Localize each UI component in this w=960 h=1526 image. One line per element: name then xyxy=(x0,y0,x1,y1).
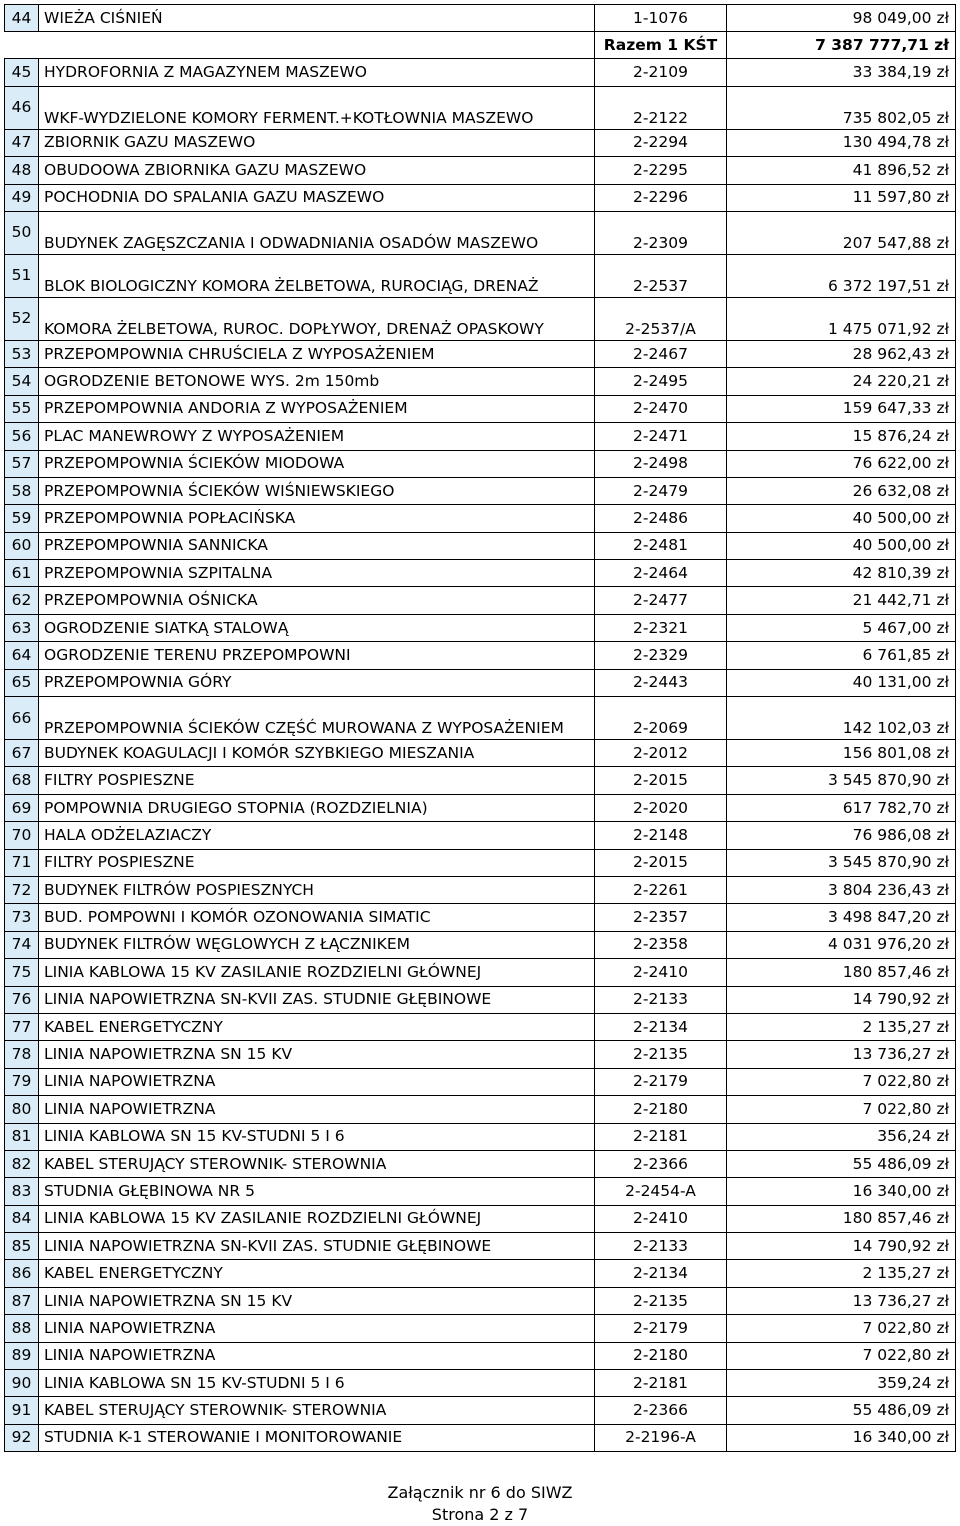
row-inventory-code: 2-2133 xyxy=(595,1233,727,1260)
row-inventory-code: 2-2464 xyxy=(595,560,727,587)
row-description: PRZEPOMPOWNIA SZPITALNA xyxy=(39,560,595,587)
table-row xyxy=(5,211,956,254)
row-number: 59 xyxy=(5,505,39,532)
row-value: 180 857,46 zł xyxy=(727,959,956,986)
row-inventory-code: 2-2537 xyxy=(595,254,727,297)
row-number: 55 xyxy=(5,395,39,422)
row-value: 14 790,92 zł xyxy=(727,986,956,1013)
row-description: LINIA KABLOWA SN 15 KV-STUDNI 5 I 6 xyxy=(39,1123,595,1150)
row-value: 159 647,33 zł xyxy=(727,395,956,422)
row-number: 61 xyxy=(5,560,39,587)
row-value: 14 790,92 zł xyxy=(727,1233,956,1260)
row-number: 71 xyxy=(5,849,39,876)
table-row xyxy=(5,1096,956,1123)
row-value: 13 736,27 zł xyxy=(727,1287,956,1314)
footer-attachment: Załącznik nr 6 do SIWZ xyxy=(387,1483,573,1502)
row-value: 42 810,39 zł xyxy=(727,560,956,587)
table-row xyxy=(5,1315,956,1342)
row-value: 6 761,85 zł xyxy=(727,642,956,669)
row-inventory-code: 2-2133 xyxy=(595,986,727,1013)
row-number: 65 xyxy=(5,669,39,696)
row-value: 55 486,09 zł xyxy=(727,1150,956,1177)
table-row xyxy=(5,740,956,767)
row-number: 81 xyxy=(5,1123,39,1150)
row-description: BUDYNEK ZAGĘSZCZANIA I ODWADNIANIA OSADÓW MASZEWO xyxy=(39,211,595,254)
table-row xyxy=(5,297,956,340)
table-row xyxy=(5,1123,956,1150)
row-number: 91 xyxy=(5,1397,39,1424)
row-number: 89 xyxy=(5,1342,39,1369)
row-number: 87 xyxy=(5,1287,39,1314)
row-description: PRZEPOMPOWNIA OŚNICKA xyxy=(39,587,595,614)
row-description: STUDNIA K-1 STEROWANIE I MONITOROWANIE xyxy=(39,1424,595,1451)
row-value: 7 022,80 zł xyxy=(727,1315,956,1342)
table-row xyxy=(5,931,956,958)
row-inventory-code: 2-2294 xyxy=(595,129,727,156)
row-inventory-code: 1-1076 xyxy=(595,5,727,32)
row-number: 63 xyxy=(5,614,39,641)
row-inventory-code: 2-2015 xyxy=(595,849,727,876)
row-inventory-code: 2-2454-A xyxy=(595,1178,727,1205)
row-description: OGRODZENIE TERENU PRZEPOMPOWNI xyxy=(39,642,595,669)
row-number: 66 xyxy=(5,697,39,740)
row-number: 90 xyxy=(5,1370,39,1397)
row-inventory-code: 2-2366 xyxy=(595,1397,727,1424)
row-number: 56 xyxy=(5,423,39,450)
row-value: 156 801,08 zł xyxy=(727,740,956,767)
row-inventory-code: 2-2296 xyxy=(595,184,727,211)
row-number: 73 xyxy=(5,904,39,931)
row-description: WKF-WYDZIELONE KOMORY FERMENT.+KOTŁOWNIA MASZEWO xyxy=(39,86,595,129)
row-inventory-code: 2-2357 xyxy=(595,904,727,931)
table-row xyxy=(5,395,956,422)
table-row xyxy=(5,849,956,876)
table-row xyxy=(5,254,956,297)
row-inventory-code: 2-2498 xyxy=(595,450,727,477)
row-description: KOMORA ŻELBETOWA, RUROC. DOPŁYWOY, DRENAŻ OPASKOWY xyxy=(39,297,595,340)
row-number: 57 xyxy=(5,450,39,477)
table-row xyxy=(5,794,956,821)
row-inventory-code: 2-2180 xyxy=(595,1096,727,1123)
row-value: 617 782,70 zł xyxy=(727,794,956,821)
table-row xyxy=(5,642,956,669)
row-number: 50 xyxy=(5,211,39,254)
row-number: 82 xyxy=(5,1150,39,1177)
footer xyxy=(0,1482,960,1526)
row-description: PRZEPOMPOWNIA ANDORIA Z WYPOSAŻENIEM xyxy=(39,395,595,422)
row-value: 142 102,03 zł xyxy=(727,697,956,740)
row-inventory-code: 2-2020 xyxy=(595,794,727,821)
table-row xyxy=(5,767,956,794)
row-number: 79 xyxy=(5,1068,39,1095)
row-inventory-code: 2-2148 xyxy=(595,822,727,849)
row-description: LINIA KABLOWA 15 KV ZASILANIE ROZDZIELNI GŁÓWNEJ xyxy=(39,1205,595,1232)
table-row xyxy=(5,1397,956,1424)
row-value: 4 031 976,20 zł xyxy=(727,931,956,958)
table-row xyxy=(5,129,956,156)
table-row xyxy=(5,614,956,641)
row-description: BUDYNEK FILTRÓW WĘGLOWYCH Z ŁĄCZNIKEM xyxy=(39,931,595,958)
row-inventory-code: 2-2470 xyxy=(595,395,727,422)
subtotal-label: Razem 1 KŚT xyxy=(595,32,727,59)
row-value: 26 632,08 zł xyxy=(727,477,956,504)
row-description: KABEL STERUJĄCY STEROWNIK- STEROWNIA xyxy=(39,1150,595,1177)
table-row xyxy=(5,560,956,587)
table-row xyxy=(5,477,956,504)
row-inventory-code: 2-2329 xyxy=(595,642,727,669)
row-number: 53 xyxy=(5,340,39,367)
table-row xyxy=(5,1150,956,1177)
table-row xyxy=(5,368,956,395)
row-description: STUDNIA GŁĘBINOWA NR 5 xyxy=(39,1178,595,1205)
row-value: 16 340,00 zł xyxy=(727,1178,956,1205)
row-description: FILTRY POSPIESZNE xyxy=(39,767,595,794)
row-value: 6 372 197,51 zł xyxy=(727,254,956,297)
table-row xyxy=(5,59,956,86)
row-number: 74 xyxy=(5,931,39,958)
row-description: ZBIORNIK GAZU MASZEWO xyxy=(39,129,595,156)
subtotal-value: 7 387 777,71 zł xyxy=(727,32,956,59)
row-number: 77 xyxy=(5,1013,39,1040)
table-row xyxy=(5,1068,956,1095)
row-description: LINIA KABLOWA SN 15 KV-STUDNI 5 I 6 xyxy=(39,1370,595,1397)
row-number: 78 xyxy=(5,1041,39,1068)
table-row xyxy=(5,1287,956,1314)
row-value: 98 049,00 zł xyxy=(727,5,956,32)
row-value: 41 896,52 zł xyxy=(727,157,956,184)
asset-table xyxy=(4,4,956,1452)
row-value: 11 597,80 zł xyxy=(727,184,956,211)
row-inventory-code: 2-2135 xyxy=(595,1287,727,1314)
row-inventory-code: 2-2261 xyxy=(595,876,727,903)
table-row xyxy=(5,1233,956,1260)
row-number: 83 xyxy=(5,1178,39,1205)
table-row xyxy=(5,157,956,184)
row-inventory-code: 2-2309 xyxy=(595,211,727,254)
row-inventory-code: 2-2358 xyxy=(595,931,727,958)
row-value: 40 500,00 zł xyxy=(727,532,956,559)
row-inventory-code: 2-2134 xyxy=(595,1013,727,1040)
row-inventory-code: 2-2295 xyxy=(595,157,727,184)
row-value: 2 135,27 zł xyxy=(727,1013,956,1040)
row-description: BUDYNEK FILTRÓW POSPIESZNYCH xyxy=(39,876,595,903)
row-description: HALA ODŻELAZIACZY xyxy=(39,822,595,849)
row-description: PRZEPOMPOWNIA GÓRY xyxy=(39,669,595,696)
row-number: 84 xyxy=(5,1205,39,1232)
row-inventory-code: 2-2179 xyxy=(595,1315,727,1342)
table-row xyxy=(5,876,956,903)
row-number: 86 xyxy=(5,1260,39,1287)
row-description: PRZEPOMPOWNIA ŚCIEKÓW WIŚNIEWSKIEGO xyxy=(39,477,595,504)
row-inventory-code: 2-2537/A xyxy=(595,297,727,340)
row-inventory-code: 2-2443 xyxy=(595,669,727,696)
table-row xyxy=(5,86,956,129)
row-number: 68 xyxy=(5,767,39,794)
table-row xyxy=(5,1260,956,1287)
footer-page-number: Strona 2 z 7 xyxy=(431,1505,529,1524)
row-value: 40 131,00 zł xyxy=(727,669,956,696)
row-inventory-code: 2-2181 xyxy=(595,1123,727,1150)
row-number: 52 xyxy=(5,297,39,340)
row-number: 72 xyxy=(5,876,39,903)
row-inventory-code: 2-2321 xyxy=(595,614,727,641)
row-number: 64 xyxy=(5,642,39,669)
row-value: 130 494,78 zł xyxy=(727,129,956,156)
table-row xyxy=(5,986,956,1013)
row-value: 735 802,05 zł xyxy=(727,86,956,129)
row-description: HYDROFORNIA Z MAGAZYNEM MASZEWO xyxy=(39,59,595,86)
row-inventory-code: 2-2180 xyxy=(595,1342,727,1369)
row-value: 5 467,00 zł xyxy=(727,614,956,641)
subtotal-spacer xyxy=(5,32,595,59)
table-row xyxy=(5,423,956,450)
row-value: 359,24 zł xyxy=(727,1370,956,1397)
row-inventory-code: 2-2495 xyxy=(595,368,727,395)
row-number: 70 xyxy=(5,822,39,849)
row-inventory-code: 2-2196-A xyxy=(595,1424,727,1451)
row-value: 21 442,71 zł xyxy=(727,587,956,614)
row-number: 45 xyxy=(5,59,39,86)
row-inventory-code: 2-2477 xyxy=(595,587,727,614)
row-description: FILTRY POSPIESZNE xyxy=(39,849,595,876)
row-description: PLAC MANEWROWY Z WYPOSAŻENIEM xyxy=(39,423,595,450)
row-number: 46 xyxy=(5,86,39,129)
table-row xyxy=(5,1370,956,1397)
row-inventory-code: 2-2471 xyxy=(595,423,727,450)
row-description: PRZEPOMPOWNIA ŚCIEKÓW CZĘŚĆ MUROWANA Z WYPOSAŻENIEM xyxy=(39,697,595,740)
row-number: 54 xyxy=(5,368,39,395)
row-description: LINIA KABLOWA 15 KV ZASILANIE ROZDZIELNI GŁÓWNEJ xyxy=(39,959,595,986)
row-value: 7 022,80 zł xyxy=(727,1342,956,1369)
row-inventory-code: 2-2410 xyxy=(595,1205,727,1232)
row-value: 15 876,24 zł xyxy=(727,423,956,450)
row-inventory-code: 2-2467 xyxy=(595,340,727,367)
table-row xyxy=(5,5,956,32)
row-value: 7 022,80 zł xyxy=(727,1068,956,1095)
row-description: LINIA NAPOWIETRZNA SN-KVII ZAS. STUDNIE GŁĘBINOWE xyxy=(39,986,595,1013)
row-inventory-code: 2-2179 xyxy=(595,1068,727,1095)
row-value: 2 135,27 zł xyxy=(727,1260,956,1287)
row-inventory-code: 2-2479 xyxy=(595,477,727,504)
table-row xyxy=(5,959,956,986)
row-inventory-code: 2-2366 xyxy=(595,1150,727,1177)
row-value: 7 022,80 zł xyxy=(727,1096,956,1123)
row-inventory-code: 2-2134 xyxy=(595,1260,727,1287)
row-description: LINIA NAPOWIETRZNA xyxy=(39,1342,595,1369)
row-number: 44 xyxy=(5,5,39,32)
table-row xyxy=(5,532,956,559)
row-number: 60 xyxy=(5,532,39,559)
row-inventory-code: 2-2135 xyxy=(595,1041,727,1068)
row-value: 24 220,21 zł xyxy=(727,368,956,395)
row-inventory-code: 2-2486 xyxy=(595,505,727,532)
row-value: 76 986,08 zł xyxy=(727,822,956,849)
table-row xyxy=(5,587,956,614)
table-row xyxy=(5,1424,956,1451)
table-row xyxy=(5,450,956,477)
row-inventory-code: 2-2122 xyxy=(595,86,727,129)
row-value: 3 498 847,20 zł xyxy=(727,904,956,931)
row-value: 28 962,43 zł xyxy=(727,340,956,367)
row-inventory-code: 2-2069 xyxy=(595,697,727,740)
row-number: 88 xyxy=(5,1315,39,1342)
row-number: 76 xyxy=(5,986,39,1013)
row-inventory-code: 2-2481 xyxy=(595,532,727,559)
row-number: 69 xyxy=(5,794,39,821)
row-number: 67 xyxy=(5,740,39,767)
table-row xyxy=(5,1041,956,1068)
row-value: 3 545 870,90 zł xyxy=(727,849,956,876)
row-inventory-code: 2-2012 xyxy=(595,740,727,767)
table-row xyxy=(5,1013,956,1040)
row-number: 49 xyxy=(5,184,39,211)
table-row xyxy=(5,1342,956,1369)
table-row xyxy=(5,669,956,696)
row-value: 3 804 236,43 zł xyxy=(727,876,956,903)
row-value: 180 857,46 zł xyxy=(727,1205,956,1232)
row-description: LINIA NAPOWIETRZNA SN-KVII ZAS. STUDNIE GŁĘBINOWE xyxy=(39,1233,595,1260)
row-description: BUD. POMPOWNI I KOMÓR OZONOWANIA SIMATIC xyxy=(39,904,595,931)
row-description: LINIA NAPOWIETRZNA SN 15 KV xyxy=(39,1041,595,1068)
row-description: OGRODZENIE SIATKĄ STALOWĄ xyxy=(39,614,595,641)
row-description: KABEL ENERGETYCZNY xyxy=(39,1013,595,1040)
row-inventory-code: 2-2410 xyxy=(595,959,727,986)
row-description: LINIA NAPOWIETRZNA xyxy=(39,1068,595,1095)
table-row xyxy=(5,505,956,532)
row-number: 92 xyxy=(5,1424,39,1451)
table-row xyxy=(5,340,956,367)
row-description: LINIA NAPOWIETRZNA SN 15 KV xyxy=(39,1287,595,1314)
row-number: 62 xyxy=(5,587,39,614)
row-description: PRZEPOMPOWNIA POPŁACIŃSKA xyxy=(39,505,595,532)
table-row xyxy=(5,1178,956,1205)
table-row xyxy=(5,1205,956,1232)
row-number: 80 xyxy=(5,1096,39,1123)
row-value: 3 545 870,90 zł xyxy=(727,767,956,794)
row-value: 33 384,19 zł xyxy=(727,59,956,86)
table-row xyxy=(5,697,956,740)
row-inventory-code: 2-2109 xyxy=(595,59,727,86)
row-inventory-code: 2-2015 xyxy=(595,767,727,794)
row-description: KABEL STERUJĄCY STEROWNIK- STEROWNIA xyxy=(39,1397,595,1424)
row-description: KABEL ENERGETYCZNY xyxy=(39,1260,595,1287)
row-description: BLOK BIOLOGICZNY KOMORA ŻELBETOWA, RUROCIĄG, DRENAŻ xyxy=(39,254,595,297)
row-value: 13 736,27 zł xyxy=(727,1041,956,1068)
table-row xyxy=(5,904,956,931)
row-value: 55 486,09 zł xyxy=(727,1397,956,1424)
subtotal-row xyxy=(5,32,956,59)
row-value: 207 547,88 zł xyxy=(727,211,956,254)
row-description: LINIA NAPOWIETRZNA xyxy=(39,1315,595,1342)
row-description: OGRODZENIE BETONOWE WYS. 2m 150mb xyxy=(39,368,595,395)
row-value: 16 340,00 zł xyxy=(727,1424,956,1451)
row-description: POCHODNIA DO SPALANIA GAZU MASZEWO xyxy=(39,184,595,211)
row-description: WIEŻA CIŚNIEŃ xyxy=(39,5,595,32)
row-description: POMPOWNIA DRUGIEGO STOPNIA (ROZDZIELNIA) xyxy=(39,794,595,821)
row-description: BUDYNEK KOAGULACJI I KOMÓR SZYBKIEGO MIESZANIA xyxy=(39,740,595,767)
table-row xyxy=(5,184,956,211)
row-number: 75 xyxy=(5,959,39,986)
row-description: LINIA NAPOWIETRZNA xyxy=(39,1096,595,1123)
row-description: PRZEPOMPOWNIA SANNICKA xyxy=(39,532,595,559)
row-description: PRZEPOMPOWNIA CHRUŚCIELA Z WYPOSAŻENIEM xyxy=(39,340,595,367)
row-description: PRZEPOMPOWNIA ŚCIEKÓW MIODOWA xyxy=(39,450,595,477)
row-inventory-code: 2-2181 xyxy=(595,1370,727,1397)
row-value: 1 475 071,92 zł xyxy=(727,297,956,340)
table-row xyxy=(5,822,956,849)
row-number: 58 xyxy=(5,477,39,504)
row-number: 51 xyxy=(5,254,39,297)
row-value: 356,24 zł xyxy=(727,1123,956,1150)
row-number: 85 xyxy=(5,1233,39,1260)
row-value: 40 500,00 zł xyxy=(727,505,956,532)
row-value: 76 622,00 zł xyxy=(727,450,956,477)
row-number: 47 xyxy=(5,129,39,156)
row-description: OBUDOOWA ZBIORNIKA GAZU MASZEWO xyxy=(39,157,595,184)
row-number: 48 xyxy=(5,157,39,184)
